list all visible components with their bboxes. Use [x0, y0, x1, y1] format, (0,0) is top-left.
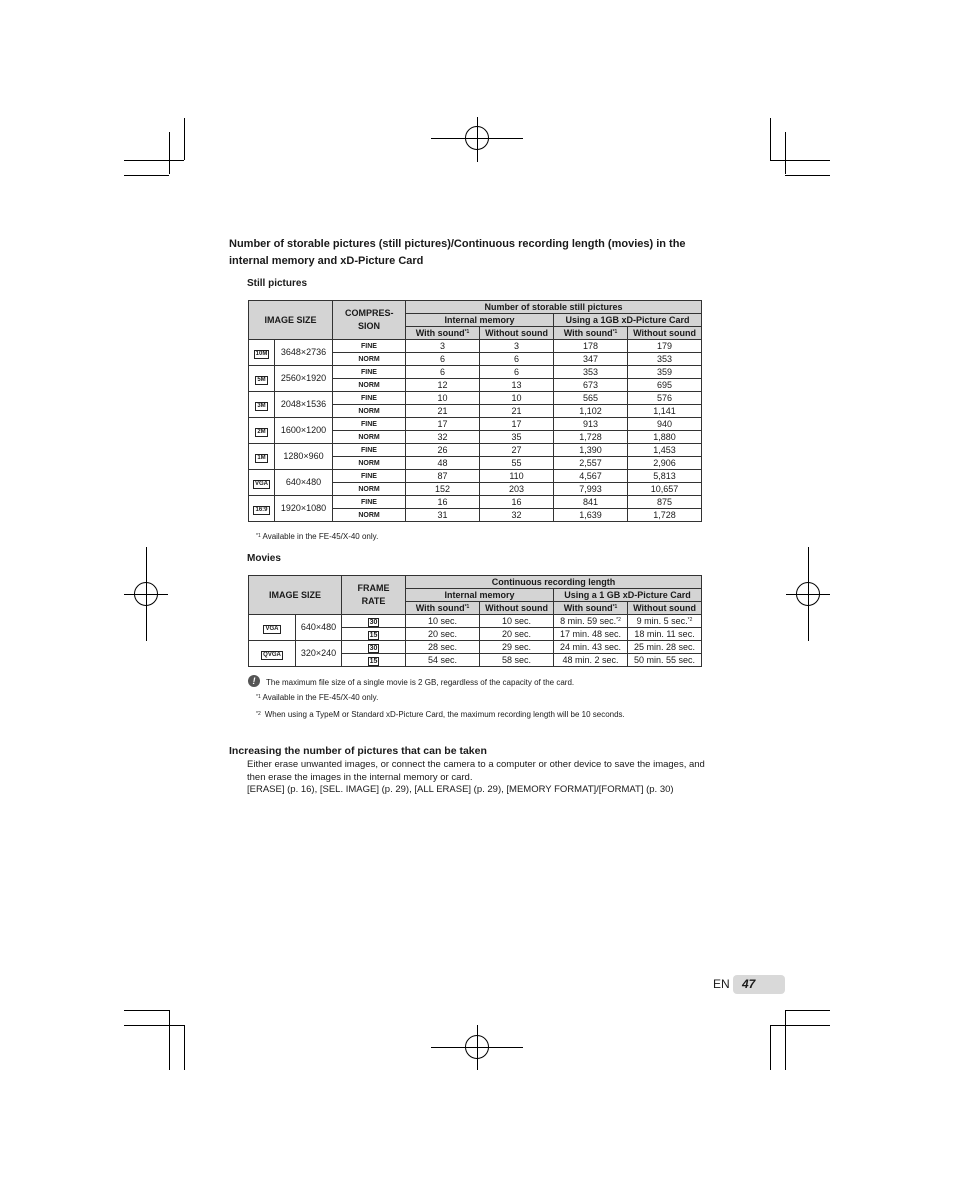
image-mode-icon: [249, 366, 275, 392]
compression-icon: [333, 353, 406, 366]
value-cell: 10: [480, 392, 554, 405]
compression-label: NORM: [358, 512, 380, 519]
value-cell: 2,906: [628, 457, 702, 470]
crop-mark: [785, 132, 786, 174]
table-row: [249, 366, 702, 379]
header-internal-memory: Internal memory: [406, 314, 554, 327]
registration-circle: [134, 582, 158, 606]
movie-mode-label: QVGA: [263, 651, 281, 658]
frame-rate-label: 30: [369, 644, 378, 652]
crop-mark: [124, 175, 169, 176]
value-cell: 16: [480, 496, 554, 509]
value-cell: 178: [554, 340, 628, 353]
footnote-mark: *2: [616, 616, 621, 623]
frame-rate-icon: [342, 641, 406, 654]
value-cell: 179: [628, 340, 702, 353]
value-text: 18 min. 11 sec.: [634, 628, 695, 639]
value-cell: [480, 628, 554, 641]
value-cell: 576: [628, 392, 702, 405]
header-with-sound: With sound$^{*1}$: [406, 327, 480, 340]
value-cell: [628, 654, 702, 667]
value-text: 10 sec.: [502, 615, 532, 626]
compression-label: NORM: [358, 382, 380, 389]
crop-mark: [770, 118, 771, 160]
compression-label: FINE: [361, 447, 377, 454]
frame-rate-label: 15: [369, 657, 378, 665]
header-frame-rate: FRAME RATE: [342, 576, 406, 615]
value-cell: 12: [406, 379, 480, 392]
header-with-sound: With sound$^{*1}$: [554, 327, 628, 340]
frame-rate-icon: [342, 654, 406, 667]
value-text: 54 sec.: [428, 654, 458, 665]
value-cell: 6: [480, 366, 554, 379]
image-size-cell: 1280×960: [275, 444, 333, 470]
value-cell: 347: [554, 353, 628, 366]
value-cell: 841: [554, 496, 628, 509]
crop-mark: [184, 1025, 185, 1070]
header-with-sound: With sound$^{*1}$: [406, 602, 480, 615]
value-cell: 6: [480, 353, 554, 366]
still-pictures-table: [248, 300, 702, 522]
value-cell: 359: [628, 366, 702, 379]
compression-label: FINE: [361, 395, 377, 402]
value-cell: 27: [480, 444, 554, 457]
movies-title: Movies: [247, 553, 281, 564]
value-text: 58 sec.: [502, 654, 532, 665]
value-cell: 16: [406, 496, 480, 509]
compression-label: NORM: [358, 486, 380, 493]
compression-icon: [333, 392, 406, 405]
value-cell: 7,993: [554, 483, 628, 496]
value-cell: [554, 641, 628, 654]
crop-mark: [785, 1010, 786, 1070]
crop-mark: [770, 160, 830, 161]
value-cell: [406, 641, 480, 654]
value-cell: 6: [406, 366, 480, 379]
frame-rate-icon: [342, 615, 406, 628]
value-cell: 32: [480, 509, 554, 522]
value-cell: 10: [406, 392, 480, 405]
registration-circle: [465, 1035, 489, 1059]
value-cell: [406, 628, 480, 641]
table-row: [249, 392, 702, 405]
value-cell: 1,453: [628, 444, 702, 457]
image-size-cell: 3648×2736: [275, 340, 333, 366]
increase-title: Increasing the number of pictures that can be taken: [229, 745, 487, 757]
value-cell: [406, 654, 480, 667]
crop-mark: [169, 1010, 170, 1070]
value-text: 17 min. 48 sec.: [560, 628, 622, 639]
crop-mark: [770, 1025, 830, 1026]
crop-mark: [785, 175, 830, 176]
frame-rate-label: 30: [369, 618, 378, 626]
compression-label: FINE: [361, 473, 377, 480]
header-without-sound: Without sound: [480, 602, 554, 615]
header-internal-memory: Internal memory: [406, 589, 554, 602]
image-mode-label: 10M: [255, 350, 268, 357]
compression-label: FINE: [361, 369, 377, 376]
value-cell: 1,728: [554, 431, 628, 444]
image-mode-label: 3M: [257, 402, 266, 409]
value-cell: 110: [480, 470, 554, 483]
table-row: [249, 496, 702, 509]
image-size-cell: 1920×1080: [275, 496, 333, 522]
value-cell: 21: [480, 405, 554, 418]
image-size-cell: 320×240: [296, 641, 342, 667]
image-mode-label: 16:9: [255, 506, 268, 513]
value-text: 24 min. 43 sec.: [560, 641, 622, 652]
compression-label: FINE: [361, 499, 377, 506]
table-row: [249, 615, 702, 628]
header-card: Using a 1 GB xD-Picture Card: [554, 589, 702, 602]
image-mode-icon: [249, 392, 275, 418]
value-text: 29 sec.: [502, 641, 532, 652]
compression-icon: [333, 483, 406, 496]
compression-icon: [333, 444, 406, 457]
value-cell: 5,813: [628, 470, 702, 483]
frame-rate-icon: [342, 628, 406, 641]
increase-body: Either erase unwanted images, or connect the camera to a computer or other device to save the images, and then erase the images in the internal memory or card.: [247, 759, 705, 783]
crop-mark: [124, 1025, 184, 1026]
value-text: 25 min. 28 sec.: [634, 641, 696, 652]
image-mode-label: VGA: [254, 480, 268, 487]
value-text: 20 sec.: [428, 628, 458, 639]
image-size-cell: 2048×1536: [275, 392, 333, 418]
image-size-cell: 640×480: [296, 615, 342, 641]
image-mode-icon: [249, 444, 275, 470]
compression-icon: [333, 431, 406, 444]
table-row: [249, 340, 702, 353]
value-text: 50 min. 55 sec.: [634, 654, 696, 665]
compression-icon: [333, 405, 406, 418]
value-cell: [406, 615, 480, 628]
value-cell: [628, 641, 702, 654]
caution-icon: !: [248, 675, 260, 687]
value-cell: 1,728: [628, 509, 702, 522]
value-cell: 1,102: [554, 405, 628, 418]
value-cell: [480, 615, 554, 628]
compression-icon: [333, 470, 406, 483]
image-size-cell: 640×480: [275, 470, 333, 496]
value-cell: [480, 641, 554, 654]
page-number-box: [733, 975, 785, 994]
still-pictures-title: Still pictures: [247, 278, 308, 289]
still-footnote: $^{*1}$ Available in the FE-45/X-40 only.: [256, 532, 379, 541]
value-cell: 21: [406, 405, 480, 418]
value-cell: 32: [406, 431, 480, 444]
crop-mark: [184, 118, 185, 160]
value-cell: 875: [628, 496, 702, 509]
value-cell: 913: [554, 418, 628, 431]
page-heading: Number of storable pictures (still pictures)/Continuous recording length (movies) in the internal memory and xD-Picture Card: [229, 238, 686, 267]
value-text: 28 sec.: [428, 641, 458, 652]
value-cell: 940: [628, 418, 702, 431]
value-text: 20 sec.: [502, 628, 532, 639]
compression-icon: [333, 496, 406, 509]
crop-mark: [785, 1010, 830, 1011]
compression-label: NORM: [358, 408, 380, 415]
value-cell: 203: [480, 483, 554, 496]
value-cell: 1,390: [554, 444, 628, 457]
value-cell: 3: [480, 340, 554, 353]
value-cell: 17: [406, 418, 480, 431]
movie-mode-icon: [249, 615, 296, 641]
language-label: EN: [713, 977, 730, 991]
value-text: 9 min. 5 sec.: [636, 615, 688, 626]
registration-circle: [465, 126, 489, 150]
table-row: [249, 470, 702, 483]
image-size-cell: 2560×1920: [275, 366, 333, 392]
table-row: [249, 641, 702, 654]
page-number: 47: [742, 977, 756, 991]
value-cell: [628, 615, 702, 628]
image-mode-label: 1M: [257, 454, 266, 461]
movies-footnote-1: $^{*1}$ Available in the FE-45/X-40 only.: [256, 693, 379, 702]
header-recording-length: Continuous recording length: [406, 576, 702, 589]
image-mode-icon: [249, 496, 275, 522]
movie-mode-label: VGA: [265, 625, 279, 632]
crop-mark: [124, 1010, 169, 1011]
image-mode-icon: [249, 340, 275, 366]
table-row: [249, 418, 702, 431]
value-cell: 565: [554, 392, 628, 405]
value-cell: 152: [406, 483, 480, 496]
value-cell: [480, 654, 554, 667]
value-cell: 353: [554, 366, 628, 379]
value-cell: [554, 628, 628, 641]
header-image-size: IMAGE SIZE: [249, 301, 333, 340]
header-without-sound: Without sound: [628, 602, 702, 615]
caution-text: The maximum file size of a single movie is 2 GB, regardless of the capacity of the card.: [266, 678, 575, 687]
header-image-size: IMAGE SIZE: [249, 576, 342, 615]
compression-label: FINE: [361, 343, 377, 350]
compression-icon: [333, 509, 406, 522]
value-text: 10 sec.: [428, 615, 458, 626]
crop-mark: [124, 160, 184, 161]
value-cell: [554, 615, 628, 628]
compression-icon: [333, 366, 406, 379]
value-cell: 1,880: [628, 431, 702, 444]
value-text: 48 min. 2 sec.: [562, 654, 619, 665]
compression-label: FINE: [361, 421, 377, 428]
registration-circle: [796, 582, 820, 606]
movies-table: [248, 575, 702, 667]
compression-label: NORM: [358, 434, 380, 441]
value-cell: 87: [406, 470, 480, 483]
value-cell: 31: [406, 509, 480, 522]
value-cell: 26: [406, 444, 480, 457]
value-cell: 353: [628, 353, 702, 366]
image-mode-label: 2M: [257, 428, 266, 435]
value-cell: 48: [406, 457, 480, 470]
value-cell: 2,557: [554, 457, 628, 470]
movie-mode-icon: [249, 641, 296, 667]
compression-icon: [333, 340, 406, 353]
value-cell: 4,567: [554, 470, 628, 483]
compression-label: NORM: [358, 460, 380, 467]
compression-icon: [333, 418, 406, 431]
increase-references: [ERASE] (p. 16), [SEL. IMAGE] (p. 29), [ALL ERASE] (p. 29), [MEMORY FORMAT]/[FORMAT] (p. 30): [247, 784, 674, 795]
crop-mark: [169, 132, 170, 174]
value-cell: 1,141: [628, 405, 702, 418]
image-mode-icon: [249, 470, 275, 496]
movies-footnote-2: $^{*2}$ When using a TypeM or Standard xD-Picture Card, the maximum recording length will be 10 seconds.: [256, 710, 625, 719]
image-mode-icon: [249, 418, 275, 444]
header-card: Using a 1GB xD-Picture Card: [554, 314, 702, 327]
image-mode-label: 5M: [257, 376, 266, 383]
header-without-sound: Without sound: [480, 327, 554, 340]
footnote-mark: *2: [687, 616, 693, 623]
value-cell: 17: [480, 418, 554, 431]
value-cell: 55: [480, 457, 554, 470]
value-cell: 13: [480, 379, 554, 392]
value-cell: 10,657: [628, 483, 702, 496]
compression-icon: [333, 457, 406, 470]
value-cell: 3: [406, 340, 480, 353]
crop-mark: [770, 1025, 771, 1070]
header-with-sound: With sound$^{*1}$: [554, 602, 628, 615]
image-size-cell: 1600×1200: [275, 418, 333, 444]
value-cell: 1,639: [554, 509, 628, 522]
value-text: 8 min. 59 sec.: [560, 615, 617, 626]
header-without-sound: Without sound: [628, 327, 702, 340]
value-cell: 673: [554, 379, 628, 392]
compression-label: NORM: [358, 356, 380, 363]
header-compression: COMPRES-SION: [333, 301, 406, 340]
header-number-storable: Number of storable still pictures: [406, 301, 702, 314]
frame-rate-label: 15: [369, 631, 378, 639]
table-row: [249, 444, 702, 457]
value-cell: 35: [480, 431, 554, 444]
value-cell: 6: [406, 353, 480, 366]
compression-icon: [333, 379, 406, 392]
value-cell: [554, 654, 628, 667]
value-cell: [628, 628, 702, 641]
value-cell: 695: [628, 379, 702, 392]
